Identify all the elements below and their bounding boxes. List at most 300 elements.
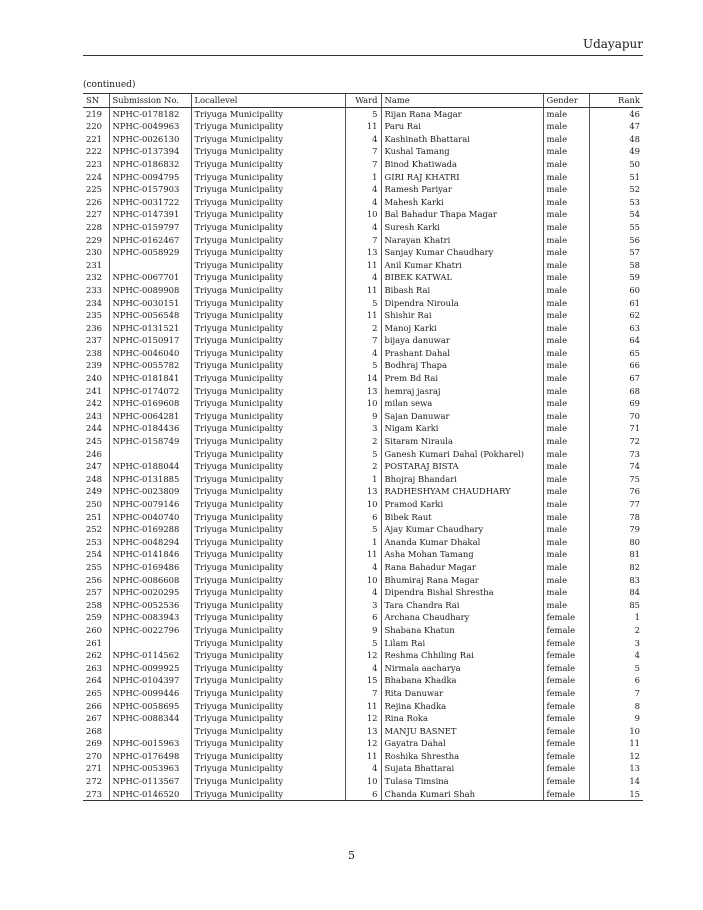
table-row bbox=[83, 397, 643, 410]
rank-cell: 5 bbox=[589, 662, 643, 675]
submission-cell: NPHC-0186832 bbox=[109, 158, 191, 171]
gender-cell: female bbox=[543, 687, 589, 700]
locallevel-cell: Triyuga Municipality bbox=[191, 762, 345, 775]
table-row bbox=[83, 599, 643, 612]
gender-cell: female bbox=[543, 611, 589, 624]
rank-cell: 82 bbox=[589, 561, 643, 574]
gender-cell: male bbox=[543, 221, 589, 234]
gender-cell: female bbox=[543, 700, 589, 713]
table-row bbox=[83, 385, 643, 398]
ward-cell: 2 bbox=[345, 435, 381, 448]
name-cell: Sanjay Kumar Chaudhary bbox=[381, 246, 543, 259]
rank-cell: 59 bbox=[589, 271, 643, 284]
submission-cell: NPHC-0040740 bbox=[109, 511, 191, 524]
ward-cell: 5 bbox=[345, 523, 381, 536]
table-row bbox=[83, 120, 643, 133]
name-cell: Ramesh Pariyar bbox=[381, 183, 543, 196]
table-row bbox=[83, 762, 643, 775]
sn-cell: 259 bbox=[86, 612, 102, 623]
submission-cell: NPHC-0104397 bbox=[109, 674, 191, 687]
sn-cell: 269 bbox=[86, 738, 102, 749]
table-row bbox=[83, 574, 643, 587]
name-cell: Nigam Karki bbox=[381, 422, 543, 435]
locallevel-cell: Triyuga Municipality bbox=[191, 297, 345, 310]
name-cell: Asha Mohan Tamang bbox=[381, 548, 543, 561]
sn-cell: 224 bbox=[86, 171, 102, 182]
locallevel-cell: Triyuga Municipality bbox=[191, 397, 345, 410]
submission-cell: NPHC-0169288 bbox=[109, 523, 191, 536]
rank-cell: 8 bbox=[589, 700, 643, 713]
locallevel-cell: Triyuga Municipality bbox=[191, 788, 345, 801]
ward-cell: 11 bbox=[345, 284, 381, 297]
name-cell: GIRI RAJ KHATRI bbox=[381, 171, 543, 184]
ward-cell: 5 bbox=[345, 637, 381, 650]
ward-cell: 4 bbox=[345, 662, 381, 675]
ward-cell: 12 bbox=[345, 712, 381, 725]
locallevel-cell: Triyuga Municipality bbox=[191, 700, 345, 713]
rank-cell: 12 bbox=[589, 750, 643, 763]
submission-cell: NPHC-0015963 bbox=[109, 737, 191, 750]
table-row bbox=[83, 107, 643, 120]
ward-cell: 9 bbox=[345, 624, 381, 637]
column-header-rank: Rank bbox=[589, 94, 643, 108]
table-row bbox=[83, 347, 643, 360]
submission-cell: NPHC-0052536 bbox=[109, 599, 191, 612]
gender-cell: male bbox=[543, 309, 589, 322]
gender-cell: male bbox=[543, 397, 589, 410]
ward-cell: 13 bbox=[345, 385, 381, 398]
locallevel-cell: Triyuga Municipality bbox=[191, 359, 345, 372]
locallevel-cell: Triyuga Municipality bbox=[191, 548, 345, 561]
ward-cell: 7 bbox=[345, 158, 381, 171]
sn-cell: 251 bbox=[86, 511, 102, 522]
locallevel-cell: Triyuga Municipality bbox=[191, 107, 345, 120]
name-cell: Ganesh Kumari Dahal (Pokharel) bbox=[381, 448, 543, 461]
name-cell: Rita Danuwar bbox=[381, 687, 543, 700]
table-row bbox=[83, 788, 643, 801]
submission-cell: NPHC-0099446 bbox=[109, 687, 191, 700]
submission-cell: NPHC-0137394 bbox=[109, 145, 191, 158]
submission-cell: NPHC-0094795 bbox=[109, 171, 191, 184]
ward-cell: 13 bbox=[345, 246, 381, 259]
table-row bbox=[83, 523, 643, 536]
name-cell: POSTARAJ BISTA bbox=[381, 460, 543, 473]
rank-cell: 73 bbox=[589, 448, 643, 461]
ward-cell: 10 bbox=[345, 498, 381, 511]
table-row bbox=[83, 750, 643, 763]
locallevel-cell: Triyuga Municipality bbox=[191, 246, 345, 259]
locallevel-cell: Triyuga Municipality bbox=[191, 309, 345, 322]
gender-cell: male bbox=[543, 297, 589, 310]
sn-cell: 236 bbox=[86, 322, 102, 333]
locallevel-cell: Triyuga Municipality bbox=[191, 611, 345, 624]
name-cell: Binod Khatiwada bbox=[381, 158, 543, 171]
gender-cell: male bbox=[543, 284, 589, 297]
sn-cell: 258 bbox=[86, 599, 102, 610]
name-cell: Bibek Raut bbox=[381, 511, 543, 524]
gender-cell: male bbox=[543, 271, 589, 284]
table-row bbox=[83, 359, 643, 372]
table-row bbox=[83, 221, 643, 234]
table-row bbox=[83, 208, 643, 221]
ward-cell: 11 bbox=[345, 309, 381, 322]
name-cell: Tulasa Timsina bbox=[381, 775, 543, 788]
table-row bbox=[83, 687, 643, 700]
rank-cell: 13 bbox=[589, 762, 643, 775]
sn-cell: 244 bbox=[86, 423, 102, 434]
locallevel-cell: Triyuga Municipality bbox=[191, 775, 345, 788]
sn-cell: 237 bbox=[86, 335, 102, 346]
submission-cell: NPHC-0162467 bbox=[109, 234, 191, 247]
sn-cell: 265 bbox=[86, 687, 102, 698]
table-row bbox=[83, 536, 643, 549]
sn-cell: 222 bbox=[86, 146, 102, 157]
locallevel-cell: Triyuga Municipality bbox=[191, 725, 345, 738]
gender-cell: female bbox=[543, 737, 589, 750]
locallevel-cell: Triyuga Municipality bbox=[191, 133, 345, 146]
rank-cell: 50 bbox=[589, 158, 643, 171]
name-cell: Bodhraj Thapa bbox=[381, 359, 543, 372]
submission-cell: NPHC-0079146 bbox=[109, 498, 191, 511]
name-cell: Kushal Tamang bbox=[381, 145, 543, 158]
ward-cell: 2 bbox=[345, 460, 381, 473]
table-row bbox=[83, 662, 643, 675]
submission-cell: NPHC-0131885 bbox=[109, 473, 191, 486]
submission-cell: NPHC-0176498 bbox=[109, 750, 191, 763]
table-row bbox=[83, 158, 643, 171]
column-header-ward: Ward bbox=[345, 94, 381, 108]
submission-cell bbox=[109, 448, 191, 461]
submission-cell: NPHC-0099925 bbox=[109, 662, 191, 675]
name-cell: BIBEK KATWAL bbox=[381, 271, 543, 284]
rank-cell: 78 bbox=[589, 511, 643, 524]
locallevel-cell: Triyuga Municipality bbox=[191, 422, 345, 435]
sn-cell: 240 bbox=[86, 373, 102, 384]
submission-cell: NPHC-0067701 bbox=[109, 271, 191, 284]
gender-cell: female bbox=[543, 649, 589, 662]
ward-cell: 4 bbox=[345, 133, 381, 146]
table-row bbox=[83, 700, 643, 713]
ward-cell: 12 bbox=[345, 649, 381, 662]
table-row bbox=[83, 246, 643, 259]
rank-cell: 66 bbox=[589, 359, 643, 372]
submission-cell: NPHC-0113567 bbox=[109, 775, 191, 788]
submission-cell: NPHC-0174072 bbox=[109, 385, 191, 398]
locallevel-cell: Triyuga Municipality bbox=[191, 120, 345, 133]
rank-cell: 60 bbox=[589, 284, 643, 297]
name-cell: Shabana Khatun bbox=[381, 624, 543, 637]
ward-cell: 12 bbox=[345, 737, 381, 750]
locallevel-cell: Triyuga Municipality bbox=[191, 473, 345, 486]
rank-cell: 53 bbox=[589, 196, 643, 209]
ward-cell: 7 bbox=[345, 687, 381, 700]
name-cell: Bhojraj Bhandari bbox=[381, 473, 543, 486]
ward-cell: 7 bbox=[345, 234, 381, 247]
table-row bbox=[83, 561, 643, 574]
submission-cell: NPHC-0058929 bbox=[109, 246, 191, 259]
name-cell: Suresh Karki bbox=[381, 221, 543, 234]
gender-cell: male bbox=[543, 536, 589, 549]
sn-cell: 228 bbox=[86, 221, 102, 232]
submission-cell: NPHC-0053963 bbox=[109, 762, 191, 775]
ward-cell: 4 bbox=[345, 221, 381, 234]
table-row bbox=[83, 775, 643, 788]
locallevel-cell: Triyuga Municipality bbox=[191, 435, 345, 448]
ward-cell: 7 bbox=[345, 334, 381, 347]
ward-cell: 4 bbox=[345, 561, 381, 574]
name-cell: hemraj jasraj bbox=[381, 385, 543, 398]
sn-cell: 246 bbox=[86, 448, 102, 459]
submission-cell: NPHC-0026130 bbox=[109, 133, 191, 146]
rank-cell: 83 bbox=[589, 574, 643, 587]
locallevel-cell: Triyuga Municipality bbox=[191, 599, 345, 612]
name-cell: bijaya danuwar bbox=[381, 334, 543, 347]
column-header-locallevel: Locallevel bbox=[191, 94, 345, 108]
rank-cell: 9 bbox=[589, 712, 643, 725]
rank-cell: 11 bbox=[589, 737, 643, 750]
name-cell: Prashant Dahal bbox=[381, 347, 543, 360]
sn-cell: 267 bbox=[86, 713, 102, 724]
name-cell: Rejina Khadka bbox=[381, 700, 543, 713]
locallevel-cell: Triyuga Municipality bbox=[191, 183, 345, 196]
locallevel-cell: Triyuga Municipality bbox=[191, 586, 345, 599]
sn-cell: 227 bbox=[86, 209, 102, 220]
submission-cell: NPHC-0181841 bbox=[109, 372, 191, 385]
submission-cell: NPHC-0141846 bbox=[109, 548, 191, 561]
rank-cell: 81 bbox=[589, 548, 643, 561]
gender-cell: male bbox=[543, 183, 589, 196]
locallevel-cell: Triyuga Municipality bbox=[191, 662, 345, 675]
locallevel-cell: Triyuga Municipality bbox=[191, 410, 345, 423]
sn-cell: 221 bbox=[86, 133, 102, 144]
ward-cell: 11 bbox=[345, 259, 381, 272]
gender-cell: male bbox=[543, 460, 589, 473]
name-cell: Reshma Chhiling Rai bbox=[381, 649, 543, 662]
locallevel-cell: Triyuga Municipality bbox=[191, 322, 345, 335]
sn-cell: 247 bbox=[86, 461, 102, 472]
rank-cell: 3 bbox=[589, 637, 643, 650]
sn-cell: 245 bbox=[86, 436, 102, 447]
sn-cell: 239 bbox=[86, 360, 102, 371]
gender-cell: female bbox=[543, 637, 589, 650]
locallevel-cell: Triyuga Municipality bbox=[191, 561, 345, 574]
continued-label: (continued) bbox=[83, 80, 136, 90]
locallevel-cell: Triyuga Municipality bbox=[191, 687, 345, 700]
name-cell: Sitaram Niraula bbox=[381, 435, 543, 448]
locallevel-cell: Triyuga Municipality bbox=[191, 334, 345, 347]
sn-cell: 226 bbox=[86, 196, 102, 207]
ward-cell: 3 bbox=[345, 422, 381, 435]
submission-cell: NPHC-0169608 bbox=[109, 397, 191, 410]
name-cell: Tara Chandra Rai bbox=[381, 599, 543, 612]
name-cell: Bal Bahadur Thapa Magar bbox=[381, 208, 543, 221]
sn-cell: 261 bbox=[86, 637, 102, 648]
locallevel-cell: Triyuga Municipality bbox=[191, 385, 345, 398]
gender-cell: male bbox=[543, 322, 589, 335]
table-row bbox=[83, 322, 643, 335]
rank-cell: 70 bbox=[589, 410, 643, 423]
ward-cell: 5 bbox=[345, 297, 381, 310]
submission-cell: NPHC-0088344 bbox=[109, 712, 191, 725]
gender-cell: male bbox=[543, 561, 589, 574]
rank-cell: 84 bbox=[589, 586, 643, 599]
locallevel-cell: Triyuga Municipality bbox=[191, 234, 345, 247]
gender-cell: male bbox=[543, 246, 589, 259]
sn-cell: 250 bbox=[86, 499, 102, 509]
ward-cell: 4 bbox=[345, 762, 381, 775]
table-row bbox=[83, 586, 643, 599]
ward-cell: 11 bbox=[345, 120, 381, 133]
locallevel-cell: Triyuga Municipality bbox=[191, 145, 345, 158]
gender-cell: male bbox=[543, 599, 589, 612]
submission-cell: NPHC-0056548 bbox=[109, 309, 191, 322]
rank-cell: 4 bbox=[589, 649, 643, 662]
table-row bbox=[83, 712, 643, 725]
gender-cell: male bbox=[543, 145, 589, 158]
ward-cell: 13 bbox=[345, 485, 381, 498]
sn-cell: 219 bbox=[86, 108, 102, 119]
name-cell: Gayatra Dahal bbox=[381, 737, 543, 750]
gender-cell: male bbox=[543, 523, 589, 536]
rank-cell: 49 bbox=[589, 145, 643, 158]
ward-cell: 5 bbox=[345, 359, 381, 372]
locallevel-cell: Triyuga Municipality bbox=[191, 448, 345, 461]
page-number: 5 bbox=[348, 849, 355, 862]
rank-cell: 80 bbox=[589, 536, 643, 549]
name-cell: RADHESHYAM CHAUDHARY bbox=[381, 485, 543, 498]
ward-cell: 11 bbox=[345, 700, 381, 713]
table-row bbox=[83, 624, 643, 637]
column-header-name: Name bbox=[381, 94, 543, 108]
gender-cell: male bbox=[543, 435, 589, 448]
sn-cell: 249 bbox=[86, 486, 102, 497]
gender-cell: male bbox=[543, 586, 589, 599]
rank-cell: 62 bbox=[589, 309, 643, 322]
sn-cell: 220 bbox=[86, 121, 102, 132]
gender-cell: male bbox=[543, 120, 589, 133]
ward-cell: 15 bbox=[345, 674, 381, 687]
ward-cell: 11 bbox=[345, 750, 381, 763]
locallevel-cell: Triyuga Municipality bbox=[191, 737, 345, 750]
sn-cell: 235 bbox=[86, 310, 102, 321]
submission-cell: NPHC-0157903 bbox=[109, 183, 191, 196]
table-row bbox=[83, 183, 643, 196]
gender-cell: male bbox=[543, 574, 589, 587]
ward-cell: 11 bbox=[345, 548, 381, 561]
rank-cell: 57 bbox=[589, 246, 643, 259]
table-row bbox=[83, 498, 643, 511]
gender-cell: male bbox=[543, 171, 589, 184]
submission-cell: NPHC-0064281 bbox=[109, 410, 191, 423]
locallevel-cell: Triyuga Municipality bbox=[191, 536, 345, 549]
column-header-sn: SN bbox=[83, 94, 109, 108]
gender-cell: male bbox=[543, 208, 589, 221]
rank-cell: 71 bbox=[589, 422, 643, 435]
table-body bbox=[83, 107, 643, 801]
name-cell: Bhabana Khadka bbox=[381, 674, 543, 687]
rank-cell: 47 bbox=[589, 120, 643, 133]
sn-cell: 254 bbox=[86, 549, 102, 560]
name-cell: Bhumiraj Rana Magar bbox=[381, 574, 543, 587]
table-row bbox=[83, 410, 643, 423]
gender-cell: female bbox=[543, 788, 589, 801]
rank-cell: 74 bbox=[589, 460, 643, 473]
sn-cell: 262 bbox=[86, 650, 102, 661]
submission-cell: NPHC-0178182 bbox=[109, 107, 191, 120]
table-row bbox=[83, 334, 643, 347]
ward-cell: 14 bbox=[345, 372, 381, 385]
rank-cell: 75 bbox=[589, 473, 643, 486]
ward-cell: 4 bbox=[345, 347, 381, 360]
locallevel-cell: Triyuga Municipality bbox=[191, 674, 345, 687]
ward-cell: 10 bbox=[345, 208, 381, 221]
ward-cell: 4 bbox=[345, 586, 381, 599]
table-row bbox=[83, 196, 643, 209]
locallevel-cell: Triyuga Municipality bbox=[191, 649, 345, 662]
sn-cell: 223 bbox=[86, 158, 102, 169]
gender-cell: male bbox=[543, 422, 589, 435]
gender-cell: male bbox=[543, 158, 589, 171]
gender-cell: female bbox=[543, 762, 589, 775]
ward-cell: 7 bbox=[345, 145, 381, 158]
submission-cell: NPHC-0022796 bbox=[109, 624, 191, 637]
sn-cell: 268 bbox=[86, 725, 102, 736]
ward-cell: 13 bbox=[345, 725, 381, 738]
locallevel-cell: Triyuga Municipality bbox=[191, 208, 345, 221]
gender-cell: female bbox=[543, 775, 589, 788]
rank-cell: 65 bbox=[589, 347, 643, 360]
locallevel-cell: Triyuga Municipality bbox=[191, 158, 345, 171]
submission-cell: NPHC-0055782 bbox=[109, 359, 191, 372]
page-header bbox=[83, 35, 643, 56]
submission-cell: NPHC-0023809 bbox=[109, 485, 191, 498]
sn-cell: 243 bbox=[86, 410, 102, 421]
sn-cell: 256 bbox=[86, 574, 102, 585]
sn-cell: 272 bbox=[86, 776, 102, 787]
column-header-submission: Submission No. bbox=[109, 94, 191, 108]
rank-cell: 63 bbox=[589, 322, 643, 335]
name-cell: Bibash Rai bbox=[381, 284, 543, 297]
ward-cell: 1 bbox=[345, 171, 381, 184]
ward-cell: 2 bbox=[345, 322, 381, 335]
name-cell: Roshika Shrestha bbox=[381, 750, 543, 763]
table-row bbox=[83, 271, 643, 284]
table-row bbox=[83, 234, 643, 247]
rank-cell: 2 bbox=[589, 624, 643, 637]
rank-cell: 46 bbox=[589, 107, 643, 120]
rank-cell: 54 bbox=[589, 208, 643, 221]
gender-cell: male bbox=[543, 334, 589, 347]
sn-cell: 252 bbox=[86, 524, 102, 535]
submission-cell: NPHC-0146520 bbox=[109, 788, 191, 801]
ward-cell: 1 bbox=[345, 473, 381, 486]
locallevel-cell: Triyuga Municipality bbox=[191, 498, 345, 511]
gender-cell: male bbox=[543, 196, 589, 209]
name-cell: Shishir Rai bbox=[381, 309, 543, 322]
rank-cell: 56 bbox=[589, 234, 643, 247]
ward-cell: 1 bbox=[345, 536, 381, 549]
gender-cell: male bbox=[543, 548, 589, 561]
table-row bbox=[83, 284, 643, 297]
sn-cell: 253 bbox=[86, 536, 102, 547]
submission-cell: NPHC-0150917 bbox=[109, 334, 191, 347]
column-header-gender: Gender bbox=[543, 94, 589, 108]
submission-cell: NPHC-0158749 bbox=[109, 435, 191, 448]
gender-cell: male bbox=[543, 385, 589, 398]
locallevel-cell: Triyuga Municipality bbox=[191, 574, 345, 587]
submission-cell bbox=[109, 637, 191, 650]
table-row bbox=[83, 297, 643, 310]
